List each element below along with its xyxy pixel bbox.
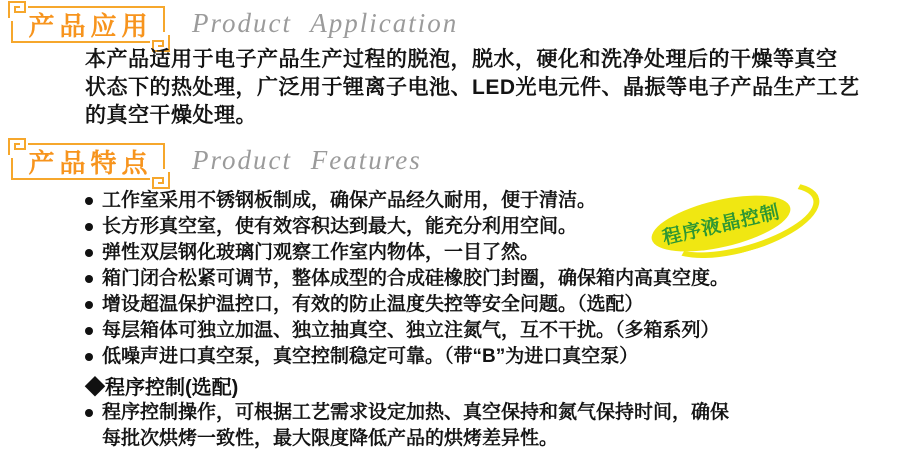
program-control-item [85,400,729,452]
bullet-icon [85,223,93,231]
feature-item-text: 工作室采用不锈钢板制成，确保产品经久耐用，便于清洁。 [102,190,597,211]
application-paragraph-line: 本产品适用于电子产品生产过程的脱泡，脱水，硬化和洗净处理后的干燥等真空 [85,48,838,71]
feature-item [85,240,729,266]
features-section-subtitle: Product Features [192,145,422,175]
feature-item-text: 低噪声进口真空泵，真空控制稳定可靠。（带“B”为进口真空泵） [102,346,639,367]
feature-item [85,318,729,344]
feature-item-text: 每层箱体可独立加温、独立抽真空、独立注氮气，互不干扰。（多箱系列） [102,320,720,341]
bullet-icon [85,275,93,283]
feature-item-text: 增设超温保护温控口，有效的防止温度失控等安全问题。（选配） [102,294,644,315]
fret-corner-icon [6,136,28,158]
application-paragraph-line: 状态下的热处理，广泛用于锂离子电池、LED光电元件、晶振等电子产品生产工艺 [85,76,860,99]
bullet-icon [85,327,93,335]
program-control-line: 程序控制操作，可根据工艺需求设定加热、真空保持和氮气保持时间，确保 [102,402,730,423]
application-section-title: 产品应用 [28,11,153,41]
feature-item [85,266,729,292]
application-title-frame [11,6,165,43]
badge-label: 程序液晶控制 [660,201,783,250]
features-title-frame [11,143,165,180]
program-control-text [102,400,729,452]
feature-list [85,188,729,370]
bullet-icon [85,353,93,361]
bullet-icon [85,249,93,257]
bullet-icon [85,197,93,205]
program-control-subheading: ◆程序控制(选配) [85,377,239,399]
program-control-line: 每批次烘烤一致性，最大限度降低产品的烘烤差异性。 [102,428,559,449]
bullet-icon [85,409,93,417]
application-paragraph-line: 的真空干燥处理。 [85,104,257,127]
feature-item-text: 弹性双层钢化玻璃门观察工作室内物体，一目了然。 [102,242,540,263]
feature-item [85,188,729,214]
feature-item [85,344,729,370]
feature-item-text: 长方形真空室，使有效容积达到最大，能充分利用空间。 [102,216,578,237]
feature-item [85,292,729,318]
application-section-subtitle: Product Application [192,8,459,38]
fret-corner-icon [6,0,28,21]
bullet-icon [85,301,93,309]
features-section-title: 产品特点 [28,148,153,178]
feature-item [85,214,729,240]
application-paragraph [85,46,890,130]
feature-item-text: 箱门闭合松紧可调节，整体成型的合成硅橡胶门封圈，确保箱内高真空度。 [102,268,730,289]
